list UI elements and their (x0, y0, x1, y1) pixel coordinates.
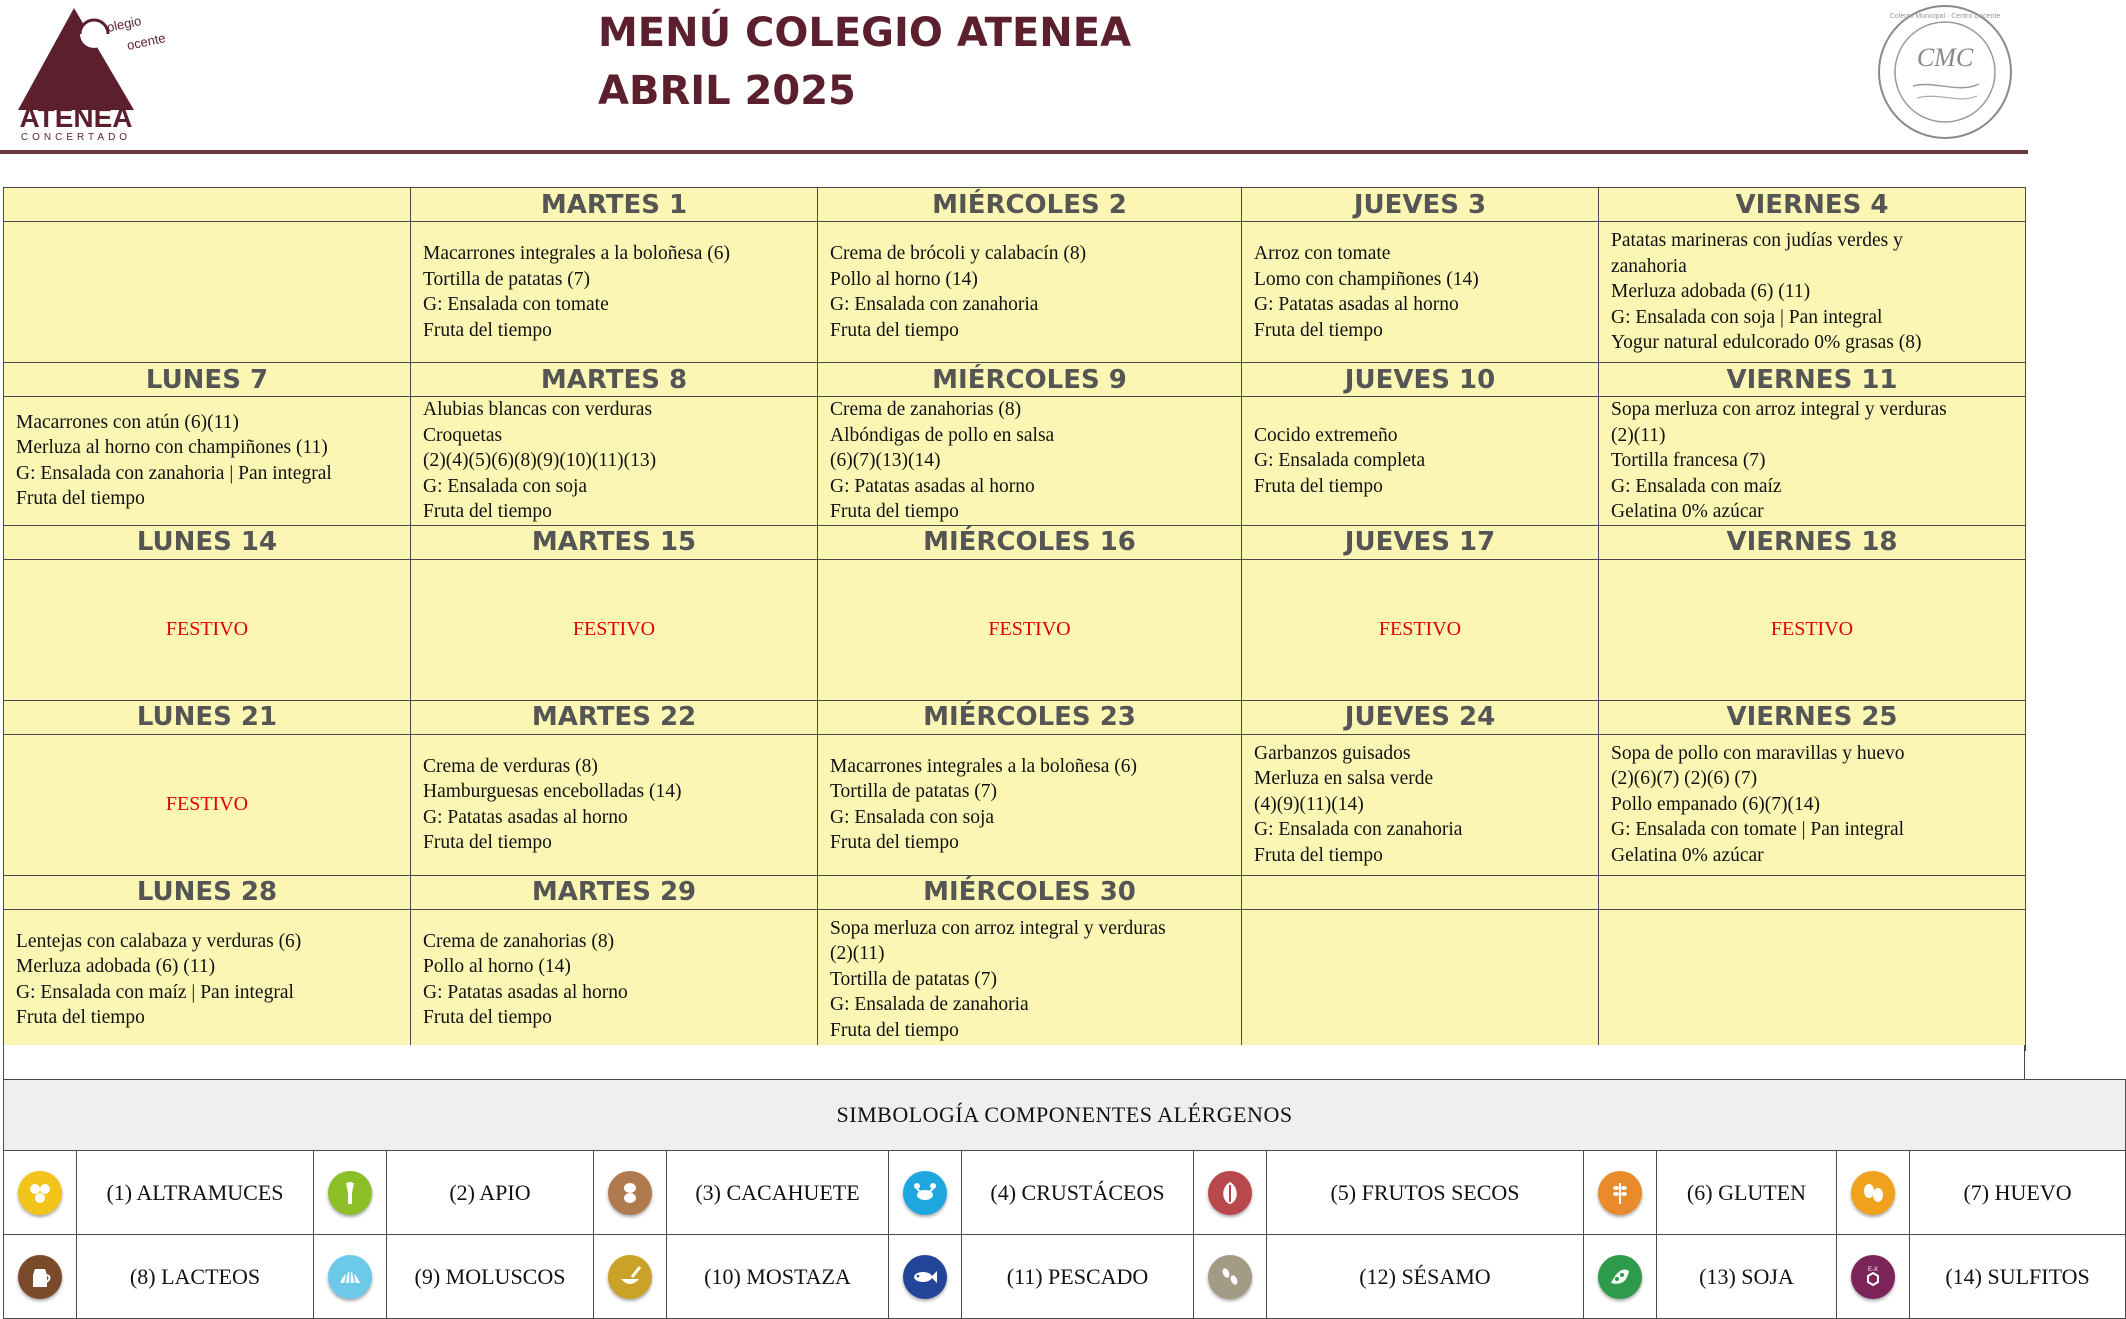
menu-line: Cocido extremeño (1254, 424, 1398, 446)
day-header-row (4, 363, 2026, 397)
sesame-icon (1208, 1255, 1252, 1299)
sulphite-icon-text: E-X (1867, 1266, 1879, 1273)
day-header: VIERNES 11 (1599, 363, 2026, 397)
day-header: MARTES 22 (411, 700, 818, 734)
menu-line: Crema de verduras (8) (423, 755, 598, 777)
menu-line: G: Ensalada con soja (830, 806, 995, 828)
day-header: LUNES 21 (4, 700, 411, 734)
menu-cell (1242, 909, 1599, 1050)
holiday-label: FESTIVO (4, 559, 411, 700)
allergen-icon-cell (1584, 1235, 1657, 1319)
title-line-2: ABRIL 2025 (598, 68, 856, 114)
allergen-icon-cell (314, 1235, 387, 1319)
day-header (1242, 875, 1599, 909)
mustard-icon (608, 1255, 652, 1299)
menu-line: Garbanzos guisados (1254, 742, 1411, 764)
allergen-icon-cell (314, 1151, 387, 1235)
celery-icon (328, 1171, 372, 1215)
day-header-row (4, 525, 2026, 559)
menu-line: Fruta del tiempo (423, 501, 552, 522)
menu-line: G: Patatas asadas al horno (830, 475, 1035, 497)
menu-line: (2)(4)(5)(6)(8)(9)(10)(11)(13) (423, 450, 657, 471)
allergen-label: (7) HUEVO (1910, 1151, 2126, 1235)
menu-line: Lentejas con calabaza y verduras (6) (16, 930, 302, 952)
menu-line: G: Ensalada completa (1254, 450, 1426, 471)
menu-cell (1599, 222, 2026, 363)
allergen-icon-cell (4, 1235, 77, 1319)
menu-line: Gelatina 0% azúcar (1611, 501, 1764, 522)
menu-line: G: Ensalada con soja | Pan integral (1611, 306, 1883, 328)
allergen-label: (6) GLUTEN (1657, 1151, 1837, 1235)
allergen-label: (9) MOLUSCOS (387, 1235, 594, 1319)
page-title (598, 4, 1131, 120)
day-header: VIERNES 18 (1599, 525, 2026, 559)
menu-line: Fruta del tiempo (16, 1007, 145, 1028)
meal-row (4, 397, 2026, 526)
day-header: LUNES 14 (4, 525, 411, 559)
logo-arc-text-2: ocente (125, 30, 167, 53)
day-header (4, 188, 411, 222)
menu-line: Tortilla de patatas (7) (423, 268, 591, 290)
legend-table (3, 1079, 2126, 1319)
menu-cell (4, 909, 411, 1050)
meal-row (4, 559, 2026, 700)
allergen-label: (3) CACAHUETE (667, 1151, 889, 1235)
menu-line: G: Ensalada con maíz | Pan integral (16, 981, 294, 1003)
menu-line: Pollo empanado (6)(7)(14) (1611, 793, 1821, 815)
soy-icon (1598, 1255, 1642, 1299)
allergen-label: (5) FRUTOS SECOS (1267, 1151, 1584, 1235)
allergen-label: (12) SÉSAMO (1267, 1235, 1584, 1319)
menu-cell (1599, 397, 2026, 526)
sulphite-icon (1851, 1255, 1895, 1299)
menu-cell (818, 397, 1242, 526)
menu-line: Crema de zanahorias (8) (423, 930, 615, 952)
menu-line: Croquetas (423, 424, 503, 446)
menu-line: Macarrones integrales a la boloñesa (6) (830, 755, 1137, 777)
seal-initials: CMC (1916, 43, 1974, 72)
menu-line: Sopa de pollo con maravillas y huevo (1611, 742, 1905, 764)
meal-row (4, 222, 2026, 363)
menu-line: Arroz con tomate (1254, 243, 1391, 264)
day-header: MARTES 29 (411, 875, 818, 909)
holiday-label: FESTIVO (411, 559, 818, 700)
menu-cell (818, 909, 1242, 1050)
menu-table (3, 187, 2026, 1051)
legend-row (4, 1151, 2126, 1235)
menu-line: G: Ensalada con soja (423, 475, 588, 497)
day-header: LUNES 7 (4, 363, 411, 397)
meal-row (4, 909, 2026, 1050)
allergen-icon-cell (1584, 1151, 1657, 1235)
menu-cell (1599, 734, 2026, 875)
allergen-label: (13) SOJA (1657, 1235, 1837, 1319)
day-header-row (4, 700, 2026, 734)
menu-line: (4)(9)(11)(14) (1254, 793, 1364, 815)
lupin-icon (18, 1171, 62, 1215)
day-header: MARTES 15 (411, 525, 818, 559)
menu-line: Sopa merluza con arroz integral y verduras (830, 917, 1166, 939)
egg-icon (1851, 1171, 1895, 1215)
peanut-icon (608, 1171, 652, 1215)
menu-line: G: Ensalada con zanahoria | Pan integral (16, 462, 332, 484)
menu-line: Fruta del tiempo (423, 832, 552, 853)
menu-cell (1242, 222, 1599, 363)
menu-line: Crema de brócoli y calabacín (8) (830, 243, 1087, 264)
allergen-icon-cell (594, 1235, 667, 1319)
allergen-label: (8) LACTEOS (77, 1235, 314, 1319)
menu-line: Merluza al horno con champiñones (11) (16, 437, 328, 459)
atenea-logo (16, 4, 186, 143)
holiday-label: FESTIVO (4, 734, 411, 875)
menu-line: Merluza en salsa verde (1254, 768, 1434, 790)
day-header: MIÉRCOLES 9 (818, 363, 1242, 397)
menu-line: G: Ensalada con tomate | Pan integral (1611, 819, 1905, 841)
menu-cell (4, 397, 411, 526)
day-header: VIERNES 4 (1599, 188, 2026, 222)
allergen-label: (4) CRUSTÁCEOS (962, 1151, 1194, 1235)
day-header-row (4, 875, 2026, 909)
menu-line: (2)(11) (830, 943, 885, 965)
allergen-icon-cell (4, 1151, 77, 1235)
menu-cell (1242, 397, 1599, 526)
menu-cell (4, 222, 411, 363)
menu-line: Macarrones con atún (6)(11) (16, 411, 239, 433)
menu-line: Fruta del tiempo (16, 488, 145, 510)
menu-line: Pollo al horno (14) (423, 956, 571, 977)
menu-cell (1599, 909, 2026, 1050)
menu-line: (2)(6)(7) (2)(6) (7) (1611, 768, 1758, 790)
allergen-icon-cell (1194, 1151, 1267, 1235)
menu-line: Fruta del tiempo (1254, 319, 1383, 341)
day-header: MARTES 8 (411, 363, 818, 397)
menu-line: Gelatina 0% azúcar (1611, 844, 1764, 866)
day-header: VIERNES 25 (1599, 700, 2026, 734)
title-line-1: MENÚ COLEGIO ATENEA (598, 10, 1132, 56)
allergen-legend (3, 1079, 2090, 1319)
header-divider (0, 150, 2028, 154)
allergen-icon-cell (889, 1235, 962, 1319)
allergen-label: (1) ALTRAMUCES (77, 1151, 314, 1235)
menu-line: G: Patatas asadas al horno (423, 806, 628, 828)
menu-line: Macarrones integrales a la boloñesa (6) (423, 243, 730, 264)
day-header-row (4, 188, 2026, 222)
menu-line: Albóndigas de pollo en salsa (830, 424, 1055, 446)
menu-line: (2)(11) (1611, 424, 1666, 446)
day-header: MARTES 1 (411, 188, 818, 222)
menu-calendar (3, 187, 2025, 1051)
holiday-label: FESTIVO (1599, 559, 2026, 700)
legend-title: SIMBOLOGÍA COMPONENTES ALÉRGENOS (4, 1080, 2126, 1151)
menu-line: Fruta del tiempo (423, 1007, 552, 1028)
menu-line: Tortilla de patatas (7) (830, 781, 998, 802)
header (0, 0, 2028, 152)
day-header: JUEVES 17 (1242, 525, 1599, 559)
allergen-label: (14) SULFITOS (1910, 1235, 2126, 1319)
day-header: MIÉRCOLES 23 (818, 700, 1242, 734)
menu-line: Fruta del tiempo (830, 1019, 959, 1041)
menu-line: Patatas marineras con judías verdes y (1611, 230, 1903, 252)
day-header: MIÉRCOLES 30 (818, 875, 1242, 909)
menu-line: Tortilla de patatas (7) (830, 968, 998, 990)
day-header (1599, 875, 2026, 909)
menu-line: Fruta del tiempo (830, 501, 959, 522)
menu-line: zanahoria (1611, 255, 1687, 277)
menu-line: Fruta del tiempo (830, 832, 959, 853)
menu-line: Fruta del tiempo (1254, 475, 1383, 497)
menu-line: Merluza adobada (6) (11) (1611, 281, 1811, 303)
menu-line: Fruta del tiempo (1254, 844, 1383, 866)
menu-line: G: Ensalada con maíz (1611, 475, 1782, 497)
menu-line: Fruta del tiempo (423, 319, 552, 341)
menu-line: Merluza adobada (6) (11) (16, 956, 216, 977)
allergen-label: (11) PESCADO (962, 1235, 1194, 1319)
menu-cell (818, 222, 1242, 363)
day-header: MIÉRCOLES 2 (818, 188, 1242, 222)
menu-cell (818, 734, 1242, 875)
menu-line: G: Ensalada con zanahoria (830, 294, 1039, 315)
allergen-label: (2) APIO (387, 1151, 594, 1235)
nut-icon (1208, 1171, 1252, 1215)
allergen-icon-cell (889, 1151, 962, 1235)
shell-icon (328, 1255, 372, 1299)
menu-line: Sopa merluza con arroz integral y verduras (1611, 399, 1947, 420)
day-header: LUNES 28 (4, 875, 411, 909)
holiday-label: FESTIVO (1242, 559, 1599, 700)
day-header: MIÉRCOLES 16 (818, 525, 1242, 559)
allergen-icon-cell (1837, 1235, 1910, 1319)
menu-cell (411, 397, 818, 526)
fish-icon (903, 1255, 947, 1299)
spacer-row (3, 1045, 2025, 1079)
meal-row (4, 734, 2026, 875)
menu-line: Alubias blancas con verduras (423, 399, 653, 420)
menu-line: Tortilla francesa (7) (1611, 450, 1766, 471)
logo-arc-text-1: olegio (105, 13, 143, 35)
wheat-icon (1598, 1171, 1642, 1215)
menu-line: G: Patatas asadas al horno (1254, 294, 1459, 315)
allergen-icon-cell (594, 1151, 667, 1235)
menu-line: Yogur natural edulcorado 0% grasas (8) (1611, 332, 1922, 354)
menu-line: G: Patatas asadas al horno (423, 981, 628, 1003)
menu-cell (411, 734, 818, 875)
day-header: JUEVES 3 (1242, 188, 1599, 222)
menu-line: Lomo con champiñones (14) (1254, 268, 1479, 290)
menu-line: Pollo al horno (14) (830, 268, 978, 290)
menu-cell (411, 222, 818, 363)
allergen-icon-cell (1194, 1235, 1267, 1319)
day-header: JUEVES 24 (1242, 700, 1599, 734)
legend-row (4, 1235, 2126, 1319)
logo-subtitle: CONCERTADO (20, 132, 132, 143)
seal-ring-text: Colegio Municipal · Centro Docente (1889, 13, 2001, 20)
menu-line: G: Ensalada de zanahoria (830, 994, 1029, 1016)
menu-line: (6)(7)(13)(14) (830, 450, 941, 471)
logo-name: ATENEA (19, 102, 133, 133)
day-header: JUEVES 10 (1242, 363, 1599, 397)
menu-line: Crema de zanahorias (8) (830, 399, 1022, 420)
milk-jug-icon (18, 1255, 62, 1299)
menu-line: Hamburguesas encebolladas (14) (423, 781, 682, 802)
school-seal (1873, 2, 2018, 142)
allergen-label: (10) MOSTAZA (667, 1235, 889, 1319)
allergen-icon-cell (1837, 1151, 1910, 1235)
menu-cell (1242, 734, 1599, 875)
crab-icon (903, 1171, 947, 1215)
menu-cell (411, 909, 818, 1050)
holiday-label: FESTIVO (818, 559, 1242, 700)
menu-line: Fruta del tiempo (830, 319, 959, 341)
menu-line: G: Ensalada con zanahoria (1254, 819, 1463, 841)
menu-line: G: Ensalada con tomate (423, 294, 609, 315)
